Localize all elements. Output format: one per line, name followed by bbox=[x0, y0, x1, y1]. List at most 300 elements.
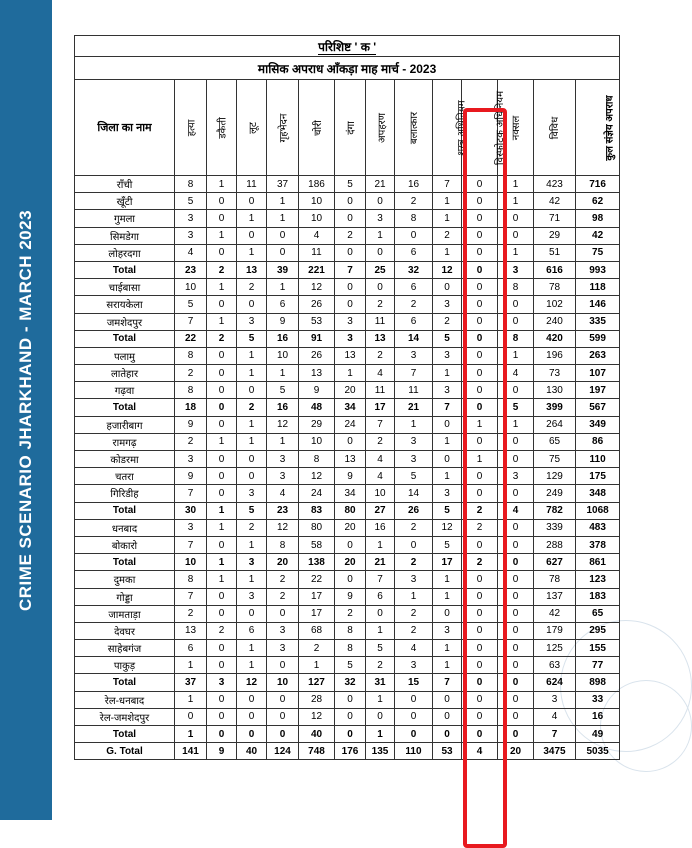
table-cell: 0 bbox=[207, 536, 237, 553]
table-cell: 53 bbox=[433, 743, 462, 760]
column-header-label: कुल संज्ञेय अपराध bbox=[604, 94, 616, 161]
table-cell: 2 bbox=[207, 622, 237, 639]
table-cell: 1 bbox=[267, 279, 299, 296]
table-cell: 37 bbox=[175, 674, 207, 691]
table-cell: 6 bbox=[175, 640, 207, 657]
table-cell: 2 bbox=[366, 347, 395, 364]
table-cell: 0 bbox=[237, 691, 267, 708]
table-cell: 83 bbox=[299, 502, 335, 519]
table-cell: 62 bbox=[576, 193, 620, 210]
column-header bbox=[576, 80, 620, 176]
table-cell: 25 bbox=[366, 261, 395, 278]
table-cell: 0 bbox=[462, 382, 498, 399]
table-cell: 1 bbox=[366, 691, 395, 708]
table-cell: 42 bbox=[534, 605, 576, 622]
table-cell: 1 bbox=[498, 176, 534, 193]
table-cell: 0 bbox=[498, 605, 534, 622]
table-cell: 26 bbox=[299, 347, 335, 364]
table-cell: 0 bbox=[366, 244, 395, 261]
table-row bbox=[75, 210, 620, 227]
table-cell: 9 bbox=[175, 416, 207, 433]
table-cell: 23 bbox=[175, 261, 207, 278]
table-cell: 13 bbox=[175, 622, 207, 639]
total-row bbox=[75, 674, 620, 691]
table-cell: 31 bbox=[366, 674, 395, 691]
table-cell: 3 bbox=[366, 210, 395, 227]
table-cell: 32 bbox=[335, 674, 366, 691]
table-cell: 898 bbox=[576, 674, 620, 691]
table-cell: 5 bbox=[433, 502, 462, 519]
table-cell: 0 bbox=[462, 313, 498, 330]
table-cell: 1 bbox=[207, 227, 237, 244]
table-cell: 1068 bbox=[576, 502, 620, 519]
table-cell: 4 bbox=[462, 743, 498, 760]
district-column-header: जिला का नाम bbox=[75, 80, 175, 176]
district-name: सरायकेला bbox=[75, 296, 175, 313]
table-cell: 0 bbox=[207, 416, 237, 433]
table-row bbox=[75, 708, 620, 725]
table-cell: 748 bbox=[299, 743, 335, 760]
table-cell: 17 bbox=[433, 554, 462, 571]
column-header-label: शस्त्र अधिनियम bbox=[456, 99, 468, 156]
table-cell: 16 bbox=[267, 399, 299, 416]
table-cell: 0 bbox=[366, 708, 395, 725]
table-cell: 20 bbox=[498, 743, 534, 760]
table-cell: 0 bbox=[462, 726, 498, 743]
table-cell: 13 bbox=[299, 365, 335, 382]
column-header-label: विविध bbox=[550, 116, 562, 139]
table-cell: 146 bbox=[576, 296, 620, 313]
table-cell: 2 bbox=[395, 193, 433, 210]
table-cell: 0 bbox=[267, 691, 299, 708]
table-cell: 0 bbox=[498, 571, 534, 588]
table-cell: 0 bbox=[498, 588, 534, 605]
table-cell: 1 bbox=[267, 193, 299, 210]
table-cell: 0 bbox=[498, 210, 534, 227]
table-cell: 3 bbox=[267, 622, 299, 639]
column-header-label: अपहरण bbox=[376, 112, 388, 143]
district-name: खूँटी bbox=[75, 193, 175, 210]
table-cell: 91 bbox=[299, 330, 335, 347]
table-cell: 1 bbox=[498, 347, 534, 364]
table-cell: 0 bbox=[498, 622, 534, 639]
table-cell: 13 bbox=[335, 347, 366, 364]
table-cell: 0 bbox=[207, 708, 237, 725]
total-row bbox=[75, 399, 620, 416]
table-cell: 5 bbox=[175, 296, 207, 313]
table-cell: 10 bbox=[299, 433, 335, 450]
table-cell: 102 bbox=[534, 296, 576, 313]
table-cell: 0 bbox=[207, 382, 237, 399]
table-cell: 0 bbox=[335, 210, 366, 227]
table-cell: 12 bbox=[299, 279, 335, 296]
table-cell: 20 bbox=[335, 382, 366, 399]
table-cell: 1 bbox=[433, 210, 462, 227]
table-cell: 3 bbox=[433, 347, 462, 364]
table-cell: 0 bbox=[366, 605, 395, 622]
table-cell: 2 bbox=[395, 622, 433, 639]
table-cell: 0 bbox=[462, 536, 498, 553]
table-row bbox=[75, 622, 620, 639]
table-cell: 3 bbox=[433, 382, 462, 399]
table-cell: 127 bbox=[299, 674, 335, 691]
table-cell: 0 bbox=[207, 193, 237, 210]
district-name: रेल-जमशेदपुर bbox=[75, 708, 175, 725]
table-cell: 33 bbox=[576, 691, 620, 708]
table-cell: 0 bbox=[462, 261, 498, 278]
table-row bbox=[75, 519, 620, 536]
sidebar-title: CRIME SCENARIO JHARKHAND - MARCH 2023 bbox=[16, 209, 35, 611]
table-cell: 1 bbox=[237, 347, 267, 364]
table-cell: 2 bbox=[237, 399, 267, 416]
table-cell: 288 bbox=[534, 536, 576, 553]
table-cell: 0 bbox=[207, 365, 237, 382]
table-row bbox=[75, 657, 620, 674]
table-cell: 37 bbox=[267, 176, 299, 193]
table-cell: 11 bbox=[366, 382, 395, 399]
district-name: Total bbox=[75, 261, 175, 278]
table-row bbox=[75, 571, 620, 588]
column-header-label: गृहभेदन bbox=[278, 113, 290, 142]
table-cell: 21 bbox=[395, 399, 433, 416]
table-cell: 2 bbox=[267, 571, 299, 588]
table-cell: 0 bbox=[366, 193, 395, 210]
table-cell: 9 bbox=[299, 382, 335, 399]
table-cell: 0 bbox=[237, 708, 267, 725]
table-cell: 420 bbox=[534, 330, 576, 347]
table-cell: 5 bbox=[366, 640, 395, 657]
table-cell: 9 bbox=[175, 468, 207, 485]
table-cell: 1 bbox=[433, 588, 462, 605]
table-cell: 1 bbox=[498, 193, 534, 210]
table-cell: 3 bbox=[498, 261, 534, 278]
table-cell: 0 bbox=[433, 451, 462, 468]
table-cell: 110 bbox=[395, 743, 433, 760]
district-name: राँची bbox=[75, 176, 175, 193]
column-header-label: डकैती bbox=[217, 116, 229, 139]
table-cell: 782 bbox=[534, 502, 576, 519]
table-cell: 3 bbox=[207, 674, 237, 691]
table-cell: 0 bbox=[267, 726, 299, 743]
table-row bbox=[75, 365, 620, 382]
table-cell: 0 bbox=[433, 708, 462, 725]
table-cell: 221 bbox=[299, 261, 335, 278]
table-cell: 155 bbox=[576, 640, 620, 657]
table-row bbox=[75, 279, 620, 296]
total-row bbox=[75, 726, 620, 743]
table-cell: 197 bbox=[576, 382, 620, 399]
table-cell: 3 bbox=[433, 296, 462, 313]
total-row bbox=[75, 330, 620, 347]
table-cell: 2 bbox=[395, 554, 433, 571]
table-cell: 2 bbox=[366, 433, 395, 450]
table-cell: 0 bbox=[462, 330, 498, 347]
table-cell: 34 bbox=[335, 399, 366, 416]
table-cell: 40 bbox=[237, 743, 267, 760]
table-cell: 7 bbox=[433, 399, 462, 416]
table-cell: 0 bbox=[207, 347, 237, 364]
table-cell: 1 bbox=[267, 210, 299, 227]
table-body bbox=[75, 176, 620, 760]
table-cell: 8 bbox=[498, 330, 534, 347]
total-row bbox=[75, 502, 620, 519]
table-cell: 4 bbox=[395, 640, 433, 657]
table-cell: 5 bbox=[433, 330, 462, 347]
table-cell: 0 bbox=[498, 296, 534, 313]
table-cell: 1 bbox=[299, 657, 335, 674]
table-cell: 7 bbox=[335, 261, 366, 278]
table-cell: 0 bbox=[207, 691, 237, 708]
table-cell: 16 bbox=[366, 519, 395, 536]
district-name: गिरिडीह bbox=[75, 485, 175, 502]
table-cell: 5 bbox=[237, 330, 267, 347]
table-cell: 8 bbox=[335, 640, 366, 657]
table-cell: 5 bbox=[433, 536, 462, 553]
table-cell: 73 bbox=[534, 365, 576, 382]
table-cell: 0 bbox=[335, 296, 366, 313]
district-name: गुमला bbox=[75, 210, 175, 227]
table-row bbox=[75, 451, 620, 468]
table-cell: 0 bbox=[498, 313, 534, 330]
table-cell: 26 bbox=[299, 296, 335, 313]
table-cell: 68 bbox=[299, 622, 335, 639]
table-cell: 0 bbox=[462, 210, 498, 227]
district-name: गढ़वा bbox=[75, 382, 175, 399]
table-cell: 0 bbox=[462, 691, 498, 708]
table-row bbox=[75, 640, 620, 657]
table-row bbox=[75, 433, 620, 450]
column-header-label: नक्सल bbox=[511, 115, 523, 140]
district-name: दुमका bbox=[75, 571, 175, 588]
table-cell: 1 bbox=[462, 451, 498, 468]
table-cell: 1 bbox=[175, 691, 207, 708]
table-cell: 0 bbox=[462, 674, 498, 691]
table-cell: 4 bbox=[175, 244, 207, 261]
table-cell: 1 bbox=[207, 571, 237, 588]
table-cell: 0 bbox=[207, 210, 237, 227]
table-cell: 1 bbox=[433, 571, 462, 588]
table-cell: 3 bbox=[534, 691, 576, 708]
table-row bbox=[75, 588, 620, 605]
table-cell: 0 bbox=[335, 536, 366, 553]
table-cell: 624 bbox=[534, 674, 576, 691]
table-cell: 63 bbox=[534, 657, 576, 674]
table-cell: 6 bbox=[237, 622, 267, 639]
table-cell: 0 bbox=[207, 399, 237, 416]
table-cell: 0 bbox=[462, 588, 498, 605]
table-cell: 0 bbox=[335, 708, 366, 725]
table-cell: 125 bbox=[534, 640, 576, 657]
table-cell: 5 bbox=[237, 502, 267, 519]
table-cell: 10 bbox=[175, 554, 207, 571]
table-row bbox=[75, 227, 620, 244]
table-cell: 0 bbox=[335, 193, 366, 210]
table-cell: 14 bbox=[395, 485, 433, 502]
table-cell: 1 bbox=[175, 726, 207, 743]
table-cell: 0 bbox=[498, 451, 534, 468]
table-cell: 1 bbox=[366, 536, 395, 553]
table-cell: 0 bbox=[462, 657, 498, 674]
table-cell: 0 bbox=[335, 433, 366, 450]
table-cell: 123 bbox=[576, 571, 620, 588]
district-name: Total bbox=[75, 674, 175, 691]
table-cell: 1 bbox=[366, 622, 395, 639]
table-cell: 249 bbox=[534, 485, 576, 502]
table-cell: 24 bbox=[335, 416, 366, 433]
table-cell: 138 bbox=[299, 554, 335, 571]
table-cell: 1 bbox=[237, 365, 267, 382]
table-cell: 12 bbox=[237, 674, 267, 691]
table-cell: 4 bbox=[498, 365, 534, 382]
table-cell: 4 bbox=[299, 227, 335, 244]
table-cell: 10 bbox=[299, 193, 335, 210]
table-cell: 130 bbox=[534, 382, 576, 399]
table-cell: 2 bbox=[237, 279, 267, 296]
table-row bbox=[75, 176, 620, 193]
table-cell: 17 bbox=[299, 605, 335, 622]
table-cell: 0 bbox=[207, 605, 237, 622]
table-cell: 183 bbox=[576, 588, 620, 605]
table-cell: 12 bbox=[267, 519, 299, 536]
table-cell: 4 bbox=[498, 502, 534, 519]
table-cell: 30 bbox=[175, 502, 207, 519]
table-cell: 21 bbox=[366, 176, 395, 193]
table-cell: 0 bbox=[462, 176, 498, 193]
table-cell: 7 bbox=[534, 726, 576, 743]
table-cell: 12 bbox=[299, 708, 335, 725]
column-header bbox=[267, 80, 299, 176]
table-cell: 11 bbox=[395, 382, 433, 399]
table-cell: 0 bbox=[498, 640, 534, 657]
table-cell: 0 bbox=[267, 244, 299, 261]
table-cell: 1 bbox=[433, 640, 462, 657]
table-cell: 2 bbox=[335, 227, 366, 244]
table-row bbox=[75, 382, 620, 399]
table-cell: 3475 bbox=[534, 743, 576, 760]
table-cell: 3 bbox=[237, 313, 267, 330]
district-name: Total bbox=[75, 502, 175, 519]
district-name: बोकारो bbox=[75, 536, 175, 553]
table-cell: 48 bbox=[299, 399, 335, 416]
district-name: हजारीबाग bbox=[75, 416, 175, 433]
column-header bbox=[237, 80, 267, 176]
column-header bbox=[299, 80, 335, 176]
table-cell: 71 bbox=[534, 210, 576, 227]
table-cell: 0 bbox=[237, 605, 267, 622]
column-header bbox=[207, 80, 237, 176]
table-cell: 0 bbox=[267, 708, 299, 725]
table-cell: 141 bbox=[175, 743, 207, 760]
table-cell: 0 bbox=[395, 708, 433, 725]
table-row bbox=[75, 536, 620, 553]
table-cell: 2 bbox=[267, 588, 299, 605]
table-cell: 0 bbox=[462, 640, 498, 657]
crime-table bbox=[74, 35, 620, 760]
table-cell: 20 bbox=[267, 554, 299, 571]
table-cell: 0 bbox=[462, 244, 498, 261]
table-cell: 8 bbox=[498, 279, 534, 296]
table-cell: 2 bbox=[237, 519, 267, 536]
table-cell: 1 bbox=[267, 365, 299, 382]
table-cell: 8 bbox=[267, 536, 299, 553]
table-cell: 0 bbox=[366, 279, 395, 296]
table-cell: 65 bbox=[534, 433, 576, 450]
column-header bbox=[366, 80, 395, 176]
column-header-label: दंगा bbox=[346, 120, 357, 135]
table-cell: 5 bbox=[498, 399, 534, 416]
table-cell: 1 bbox=[433, 193, 462, 210]
table-cell: 0 bbox=[498, 726, 534, 743]
table-cell: 8 bbox=[299, 451, 335, 468]
table-cell: 14 bbox=[395, 330, 433, 347]
table-cell: 3 bbox=[267, 640, 299, 657]
district-name: सिमडेगा bbox=[75, 227, 175, 244]
table-cell: 1 bbox=[366, 726, 395, 743]
table-cell: 1 bbox=[175, 657, 207, 674]
table-cell: 0 bbox=[498, 485, 534, 502]
table-cell: 0 bbox=[395, 227, 433, 244]
table-cell: 2 bbox=[395, 519, 433, 536]
table-cell: 1 bbox=[433, 244, 462, 261]
district-name: जामताड़ा bbox=[75, 605, 175, 622]
table-cell: 0 bbox=[433, 416, 462, 433]
table-cell: 0 bbox=[237, 382, 267, 399]
table-cell: 5 bbox=[335, 176, 366, 193]
table-cell: 12 bbox=[433, 261, 462, 278]
column-header-label: चोरी bbox=[312, 119, 324, 136]
table-cell: 5 bbox=[335, 657, 366, 674]
table-cell: 1 bbox=[267, 433, 299, 450]
table-cell: 13 bbox=[335, 451, 366, 468]
table-cell: 348 bbox=[576, 485, 620, 502]
table-cell: 1 bbox=[433, 365, 462, 382]
table-cell: 80 bbox=[335, 502, 366, 519]
table-cell: 0 bbox=[207, 296, 237, 313]
table-cell: 0 bbox=[462, 279, 498, 296]
table-cell: 378 bbox=[576, 536, 620, 553]
table-cell: 240 bbox=[534, 313, 576, 330]
table-cell: 0 bbox=[498, 691, 534, 708]
table-row bbox=[75, 416, 620, 433]
table-cell: 10 bbox=[267, 674, 299, 691]
column-header-label: लूट bbox=[247, 121, 259, 134]
table-cell: 1 bbox=[237, 536, 267, 553]
table-cell: 3 bbox=[267, 468, 299, 485]
table-cell: 3 bbox=[175, 519, 207, 536]
table-cell: 716 bbox=[576, 176, 620, 193]
document-subtitle: मासिक अपराध आँकड़ा माह मार्च - 2023 bbox=[75, 57, 620, 80]
table-cell: 29 bbox=[534, 227, 576, 244]
column-header-label: हत्या bbox=[186, 119, 198, 136]
table-cell: 3 bbox=[175, 210, 207, 227]
table-cell: 2 bbox=[395, 605, 433, 622]
table-cell: 2 bbox=[175, 605, 207, 622]
table-cell: 6 bbox=[366, 588, 395, 605]
table-cell: 3 bbox=[433, 622, 462, 639]
table-cell: 10 bbox=[175, 279, 207, 296]
table-cell: 7 bbox=[433, 176, 462, 193]
table-cell: 0 bbox=[207, 588, 237, 605]
table-cell: 26 bbox=[395, 502, 433, 519]
table-cell: 1 bbox=[207, 554, 237, 571]
column-header-row bbox=[75, 80, 620, 176]
table-cell: 12 bbox=[299, 468, 335, 485]
table-cell: 2 bbox=[462, 519, 498, 536]
table-cell: 3 bbox=[175, 451, 207, 468]
table-cell: 0 bbox=[498, 674, 534, 691]
table-cell: 4 bbox=[366, 451, 395, 468]
district-name: G. Total bbox=[75, 743, 175, 760]
